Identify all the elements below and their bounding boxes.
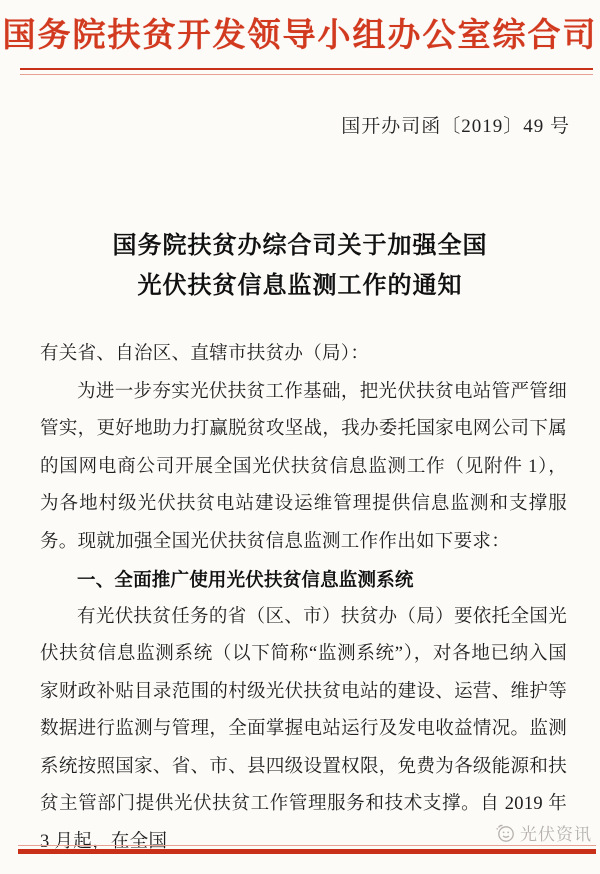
source-watermark xyxy=(494,820,592,845)
document-reference-number: 国开办司函〔2019〕49 号 xyxy=(341,116,570,137)
document-title-line1: 国务院扶贫办综合司关于加强全国 xyxy=(112,233,488,259)
wechat-official-account-icon xyxy=(494,823,516,843)
letterhead-issuing-agency: 国务院扶贫开发领导小组办公室综合司 xyxy=(2,18,598,54)
document-body xyxy=(40,336,567,861)
letterhead-divider-rule xyxy=(20,68,593,75)
salutation-line: 有关省、自治区、直辖市扶贫办（局）： xyxy=(40,344,370,364)
body-paragraph-2: 有光伏扶贫任务的省（区、市）扶贫办（局）要依托全国光伏扶贫信息监测系统（以下简称“监测系统”），对各地已纳入国家财政补贴目录范围的村级光伏扶贫电站的建设、运营、维护等数据进行监测与管理，全面掌握电站运行及发电收益情况。监测系统按照国家、省、市、县四级设置权限，免费为各级能源和扶贫主管部门提供光伏扶贫工作管理服务和技术支撑。自 2019 年 3 月起，在全国 xyxy=(40,606,567,852)
document-title-line2: 光伏扶贫信息监测工作的通知 xyxy=(137,273,463,299)
body-paragraph-1: 为进一步夯实光伏扶贫工作基础，把光伏扶贫电站管严管细管实，更好地助力打赢脱贫攻坚战，我办委托国家电网公司下属的国网电商公司开展全国光伏扶贫信息监测工作（见附件 1），为各地村级光伏扶贫电站建设运维管理提供信息监测和支撑服务。现就加强全国光伏扶贫信息监测工作作出如下要求： xyxy=(40,381,567,552)
section-1-heading: 一、全面推广使用光伏扶贫信息监测系统 xyxy=(77,569,414,590)
footer-divider-rule xyxy=(18,845,596,854)
document-title xyxy=(0,226,600,306)
watermark-label: 光伏资讯 xyxy=(520,825,592,844)
